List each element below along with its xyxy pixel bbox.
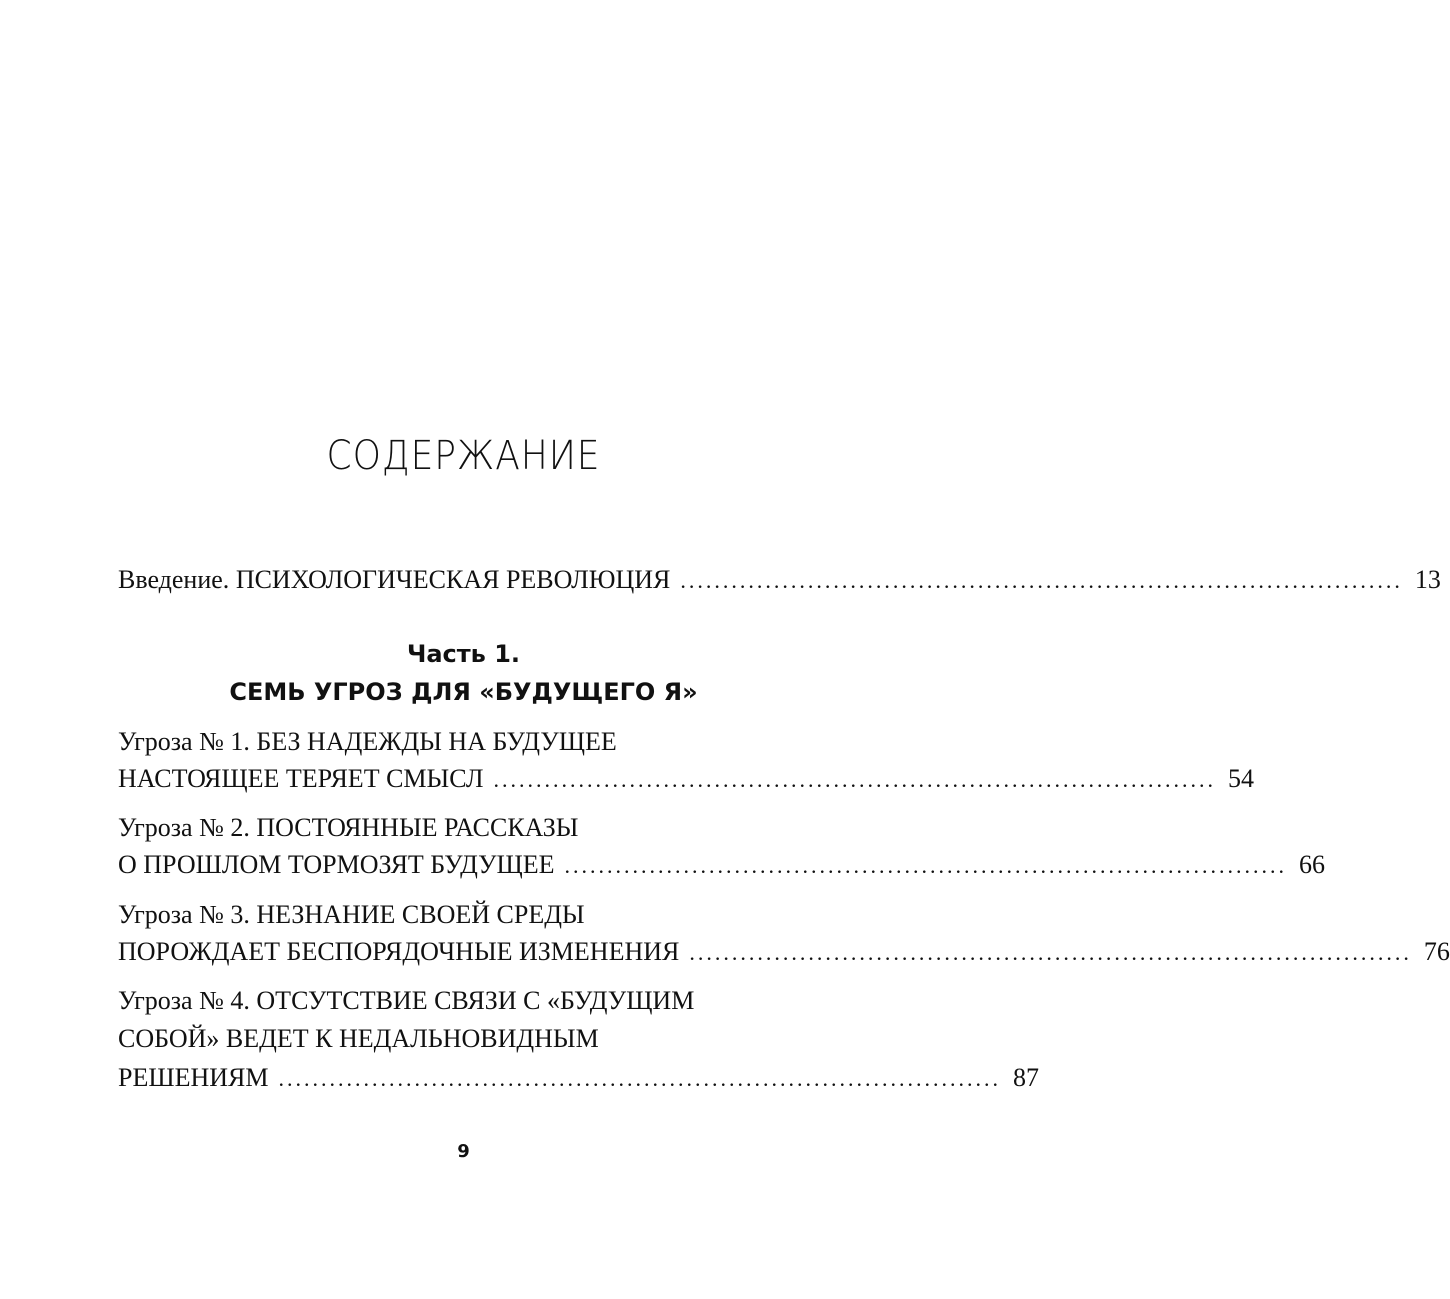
dot-leader: ..................................................................................... (278, 1066, 1001, 1091)
toc-entry-title: ПСИХОЛОГИЧЕСКАЯ РЕВОЛЮЦИЯ (235, 565, 671, 594)
page-number: 9 (457, 1141, 470, 1162)
dot-leader: ..................................................................................... (564, 853, 1288, 878)
part-title: СЕМЬ УГРОЗ ДЛЯ «БУДУЩЕГО Я» (229, 678, 698, 706)
toc-entry-line[interactable]: Угроза № 2. ПОСТОЯННЫЕ РАССКАЗЫ (118, 813, 579, 842)
toc-entry-line[interactable]: Угроза № 1. БЕЗ НАДЕЖДЫ НА БУДУЩЕЕ (118, 727, 617, 756)
toc-entry-label: Введение. (118, 565, 236, 594)
toc-entry-threat-3[interactable] (118, 932, 1450, 972)
toc-page-number: 76 (1423, 937, 1450, 966)
toc-entry-line[interactable]: Угроза № 4. ОТСУТСТВИЕ СВЯЗИ С «БУДУЩИМ (118, 986, 695, 1015)
toc-page-number: 66 (1299, 850, 1326, 879)
toc-page-number: 54 (1228, 764, 1255, 793)
toc-entry-threat-4[interactable] (118, 1058, 1039, 1098)
toc-entry-text: ПОРОЖДАЕТ БЕСПОРЯДОЧНЫЕ ИЗМЕНЕНИЯ (118, 937, 680, 966)
toc-entry-threat-1[interactable] (118, 759, 1255, 799)
toc-entry-line[interactable]: Угроза № 3. НЕЗНАНИЕ СВОЕЙ СРЕДЫ (118, 900, 585, 929)
toc-entry-text: О ПРОШЛОМ ТОРМОЗЯТ БУДУЩЕЕ (118, 850, 555, 879)
part-label: Часть 1. (406, 640, 521, 668)
dot-leader: ..................................................................................... (689, 940, 1412, 965)
dot-leader: ..................................................................................... (680, 568, 1403, 593)
page-title: СОДЕРЖАНИЕ (326, 433, 601, 479)
toc-entry-threat-2[interactable] (118, 845, 1326, 885)
toc-entry-text (118, 560, 670, 600)
toc-entry-line[interactable]: СОБОЙ» ВЕДЕТ К НЕДАЛЬНОВИДНЫМ (118, 1024, 599, 1053)
dot-leader: ..................................................................................... (493, 767, 1217, 792)
toc-entry-introduction[interactable] (118, 560, 1441, 600)
toc-entry-text: РЕШЕНИЯМ (118, 1063, 269, 1092)
toc-page-number: 87 (1012, 1063, 1039, 1092)
toc-page-number: 13 (1414, 565, 1441, 594)
toc-entry-text: НАСТОЯЩЕЕ ТЕРЯЕТ СМЫСЛ (118, 764, 484, 793)
